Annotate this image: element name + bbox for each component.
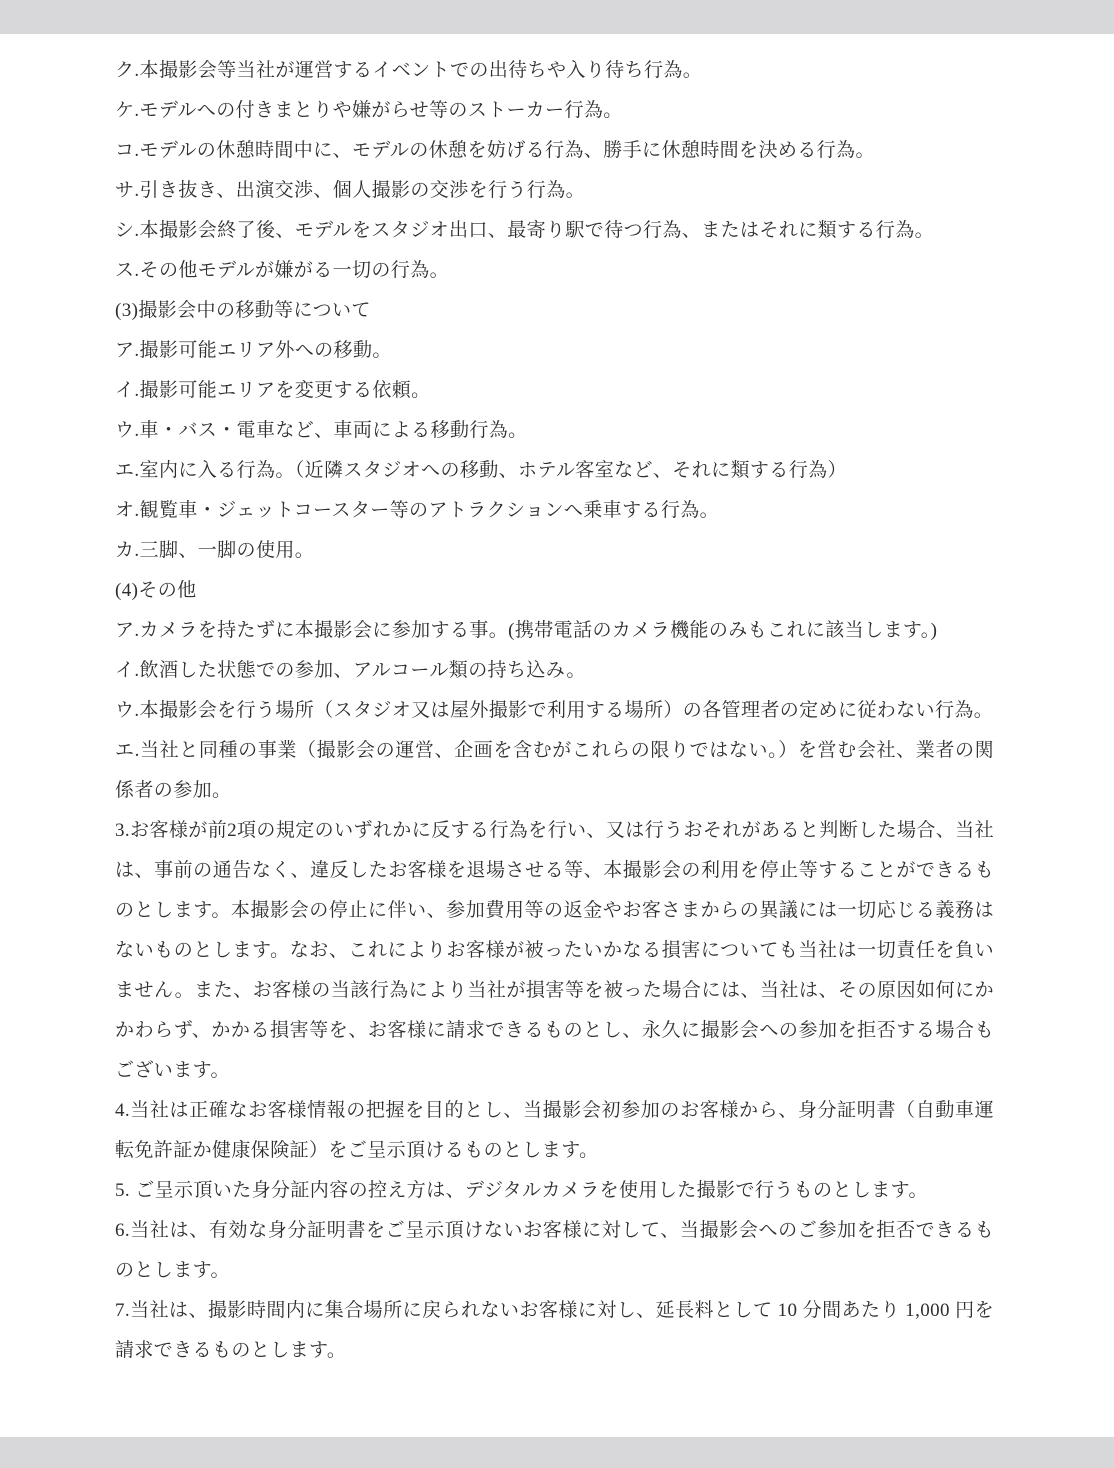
document-paragraph: 7.当社は、撮影時間内に集合場所に戻られないお客様に対し、延長料として 10 分間あたり 1,000 円を請求できるものとします。 bbox=[115, 1300, 994, 1361]
document-paragraph: ケ.モデルへの付きまとりや嫌がらせ等のストーカー行為。 bbox=[115, 100, 623, 121]
document-paragraph: (4)その他 bbox=[115, 580, 197, 601]
document-paragraph: サ.引き抜き、出演交渉、個人撮影の交渉を行う行為。 bbox=[115, 180, 585, 201]
document-paragraph: ウ.車・バス・電車など、車両による移動行為。 bbox=[115, 420, 528, 441]
document-body bbox=[0, 34, 1114, 1371]
document-paragraph: ア.カメラを持たずに本撮影会に参加する事。(携帯電話のカメラ機能のみもこれに該当します。) bbox=[115, 620, 938, 641]
document-paragraph: ク.本撮影会等当社が運営するイベントでの出待ちや入り待ち行為。 bbox=[115, 60, 703, 81]
document-paragraph: 3.お客様が前2項の規定のいずれかに反する行為を行い、又は行うおそれがあると判断した場合、当社は、事前の通告なく、違反したお客様を退場させる等、本撮影会の利用を停止等することができるものとします。本撮影会の停止に伴い、参加費用等の返金やお客さまからの異議には一切応じる義務はないものとします。なお、これによりお客様が被ったいかなる損害についても当社は一切責任を負いません。また、お客様の当該行為により当社が損害等を被った場合には、当社は、その原因如何にかかわらず、かかる損害等を、お客様に請求できるものとし、永久に撮影会への参加を拒否する場合もございます。 bbox=[115, 820, 994, 1081]
document-paragraph: オ.観覧車・ジェットコースター等のアトラクションへ乗車する行為。 bbox=[115, 500, 720, 521]
document-paragraph: カ.三脚、一脚の使用。 bbox=[115, 540, 315, 561]
document-paragraph: 5. ご呈示頂いた身分証内容の控え方は、デジタルカメラを使用した撮影で行うものとします。 bbox=[115, 1180, 928, 1201]
document-paragraph: シ.本撮影会終了後、モデルをスタジオ出口、最寄り駅で待つ行為、またはそれに類する行為。 bbox=[115, 220, 935, 241]
document-paragraph: ス.その他モデルが嫌がる一切の行為。 bbox=[115, 260, 450, 281]
bottom-scroll-edge bbox=[0, 1437, 1114, 1468]
document-paragraph: イ.飲酒した状態での参加、アルコール類の持ち込み。 bbox=[115, 660, 586, 681]
document-paragraph: ア.撮影可能エリア外への移動。 bbox=[115, 340, 392, 361]
document-paragraph: エ.当社と同種の事業（撮影会の運営、企画を含むがこれらの限りではない。）を営む会社、業者の関係者の参加。 bbox=[115, 740, 994, 801]
document-paragraph: エ.室内に入る行為。（近隣スタジオへの移動、ホテル客室など、それに類する行為） bbox=[115, 460, 847, 481]
document-paragraph: イ.撮影可能エリアを変更する依頼。 bbox=[115, 380, 431, 401]
top-scroll-edge bbox=[0, 0, 1114, 34]
document-paragraph: (3)撮影会中の移動等について bbox=[115, 300, 371, 321]
document-paragraph: コ.モデルの休憩時間中に、モデルの休憩を妨げる行為、勝手に休憩時間を決める行為。 bbox=[115, 140, 875, 161]
document-paragraph: ウ.本撮影会を行う場所（スタジオ又は屋外撮影で利用する場所）の各管理者の定めに従わない行為。 bbox=[115, 700, 994, 721]
document-paragraph: 4.当社は正確なお客様情報の把握を目的とし、当撮影会初参加のお客様から、身分証明書（自動車運転免許証か健康保険証）をご呈示頂けるものとします。 bbox=[115, 1100, 994, 1161]
document-paragraph: 6.当社は、有効な身分証明書をご呈示頂けないお客様に対して、当撮影会へのご参加を拒否できるものとします。 bbox=[115, 1220, 994, 1281]
